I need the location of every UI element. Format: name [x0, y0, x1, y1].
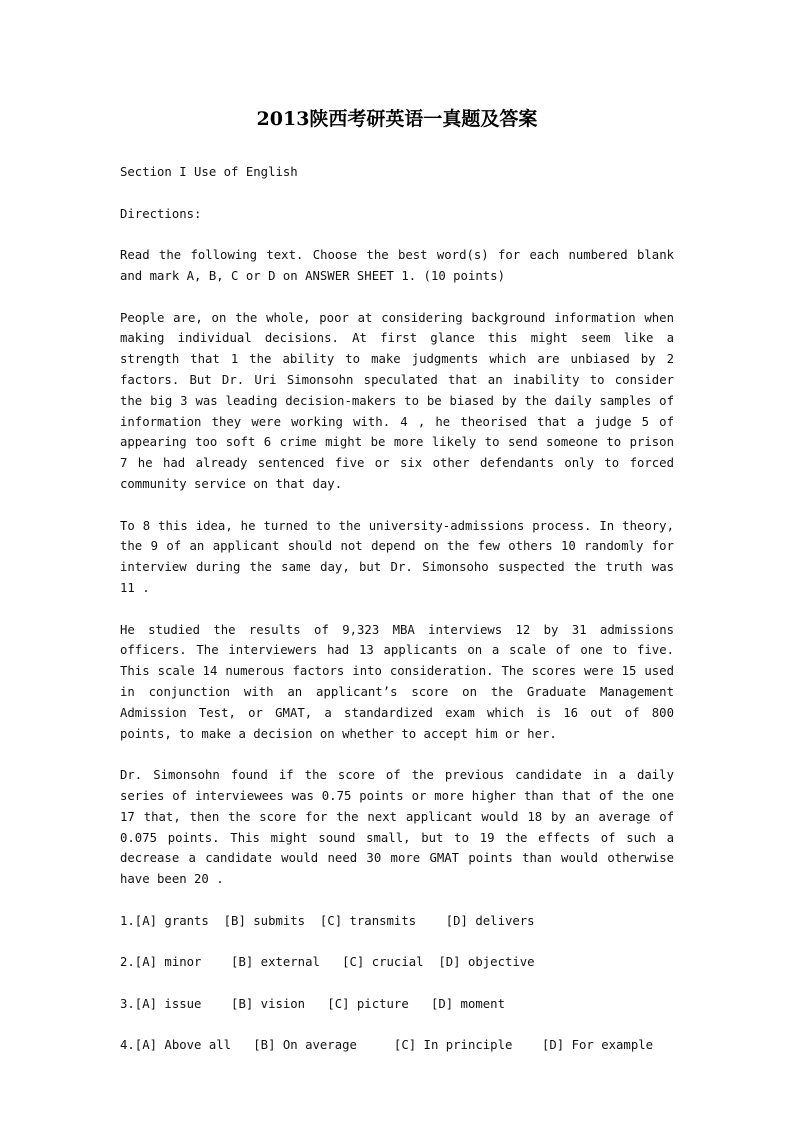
document-body — [120, 162, 674, 1077]
question-4-options: 4.[A] Above all [B] On average [C] In principle [D] For example — [120, 1038, 654, 1053]
question-2-options: 2.[A] minor [B] external [C] crucial [D] objective — [120, 955, 535, 970]
passage-paragraph-3: He studied the results of 9,323 MBA interviews 12 by 31 admissions officers. The interviewers had 13 applicants on a scale of one to five. This scale 14 numerous factors into consideration. The scores were 15 used in conjunction with an applicant’s score on the Graduate Management Admission Test, or GMAT, a standardized exam which is 16 out of 800 points, to make a decision on whether to accept him or her. — [120, 622, 674, 741]
question-3-options: 3.[A] issue [B] vision [C] picture [D] moment — [120, 996, 505, 1011]
directions-text: Read the following text. Choose the best word(s) for each numbered blank and mark A, B, C or D on ANSWER SHEET 1. (10 points) — [120, 248, 674, 283]
passage-paragraph-4: Dr. Simonsohn found if the score of the previous candidate in a daily series of interviewees was 0.75 points or more higher than that of the one 17 that, then the score for the next applicant would 18 by an average of 0.075 points. This might sound small, but to 19 the effects of such a decrease a candidate would need 30 more GMAT points than would otherwise have been 20 . — [120, 768, 674, 887]
passage-paragraph-2: To 8 this idea, he turned to the university-admissions process. In theory, the 9 of an applicant should not depend on the few others 10 randomly for interview during the same day, but Dr. Simonsoho suspected the truth was 11 . — [120, 518, 674, 595]
passage-paragraph-1: People are, on the whole, poor at considering background information when making individual decisions. At first glance this might seem like a strength that 1 the ability to make judgments which are unbiased by 2 factors. But Dr. Uri Simonsohn speculated that an inability to consider the big 3 was leading decision-makers to be biased by the daily samples of information they were working with. 4 , he theorised that a judge 5 of appearing too soft 6 crime might be more likely to send someone to prison 7 he had already sentenced five or six other defendants only to forced community service on that day. — [120, 310, 674, 491]
question-1-options: 1.[A] grants [B] submits [C] transmits [D] delivers — [120, 913, 535, 928]
directions-label: Directions: — [120, 206, 202, 221]
document-title: 2013陕西考研英语一真题及答案 — [256, 108, 538, 130]
section-heading: Section I Use of English — [120, 165, 298, 179]
